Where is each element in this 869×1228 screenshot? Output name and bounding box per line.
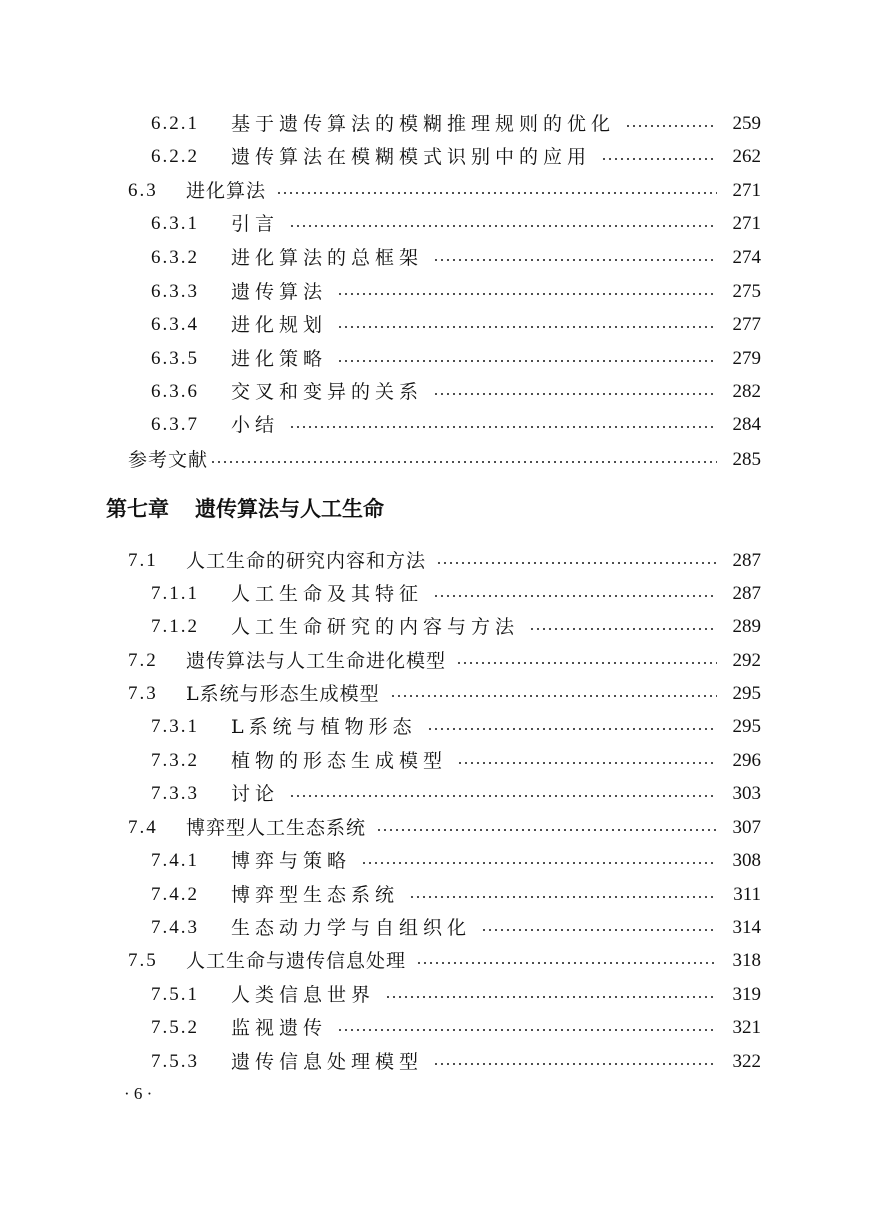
chapter-heading	[106, 493, 384, 523]
toc-entry-number: 7.5.1	[151, 984, 199, 1005]
toc-entry	[151, 310, 761, 340]
toc-entry	[128, 646, 761, 676]
toc-entry-number: 7.5.3	[151, 1051, 199, 1072]
toc-entry-title: 遗传算法与人工生命进化模型	[186, 650, 447, 672]
toc-leader-dots	[625, 125, 717, 127]
page-number: · 6 ·	[124, 1084, 153, 1103]
toc-leader-dots	[385, 996, 717, 998]
toc-entry-page: 285	[732, 449, 761, 470]
toc-entry	[151, 344, 761, 374]
toc-entry	[151, 209, 761, 239]
toc-entry-number: 7.1	[128, 550, 158, 571]
toc-entry-page: 282	[732, 381, 761, 402]
toc-entry-number: 6.3.1	[151, 213, 199, 234]
toc-entry-page: 271	[732, 180, 761, 201]
toc-entry-title: 遗传算法在模糊模式识别中的应用	[231, 146, 592, 168]
toc-entry-page: 303	[732, 783, 761, 804]
toc-entry-page: 284	[732, 414, 761, 435]
toc-entry-page: 287	[732, 550, 761, 571]
toc-entry-number: 7.3.1	[151, 716, 199, 737]
toc-leader-dots	[390, 695, 717, 697]
toc-entry-page: 279	[732, 348, 761, 369]
toc-entry-number: 7.4.3	[151, 917, 199, 938]
toc-entry	[151, 377, 761, 407]
toc-entry-page: 319	[732, 984, 761, 1005]
toc-leader-dots	[481, 929, 717, 931]
toc-entry	[151, 846, 761, 876]
toc-leader-dots	[337, 360, 717, 362]
toc-entry	[151, 612, 761, 642]
toc-entry-page: 295	[732, 683, 761, 704]
toc-entry	[128, 546, 761, 576]
toc-entry-page: 274	[732, 247, 761, 268]
toc-entry	[128, 946, 761, 976]
toc-entry-title: 遗传算法	[231, 281, 328, 303]
toc-entry-page: 292	[732, 650, 761, 671]
toc-entry-number: 7.3	[128, 683, 158, 704]
toc-leader-dots	[289, 795, 717, 797]
toc-entry-title: 交叉和变异的关系	[231, 381, 424, 403]
toc-entry-number: 7.2	[128, 650, 158, 671]
toc-entry-title: 人工生命与遗传信息处理	[186, 950, 407, 972]
toc-entry-page: 307	[732, 817, 761, 838]
toc-entry-title: 人工生命研究的内容与方法	[231, 616, 520, 638]
toc-entry-page: 271	[732, 213, 761, 234]
toc-entry-page: 308	[732, 850, 761, 871]
toc-entry-title: L系统与植物形态	[231, 716, 417, 738]
toc-entry-number: 7.5	[128, 950, 158, 971]
toc-leader-dots	[289, 225, 717, 227]
toc-entry	[151, 142, 761, 172]
toc-entry-title: 遗传信息处理模型	[231, 1051, 424, 1073]
toc-leader-dots	[433, 393, 717, 395]
toc-leader-dots	[337, 293, 717, 295]
toc-entry	[128, 176, 761, 206]
toc-entry	[151, 880, 761, 910]
toc-entry-title: 进化策略	[231, 348, 328, 370]
toc-entry-title: 博弈型生态系统	[231, 884, 400, 906]
toc-entry-page: 277	[732, 314, 761, 335]
chapter-title: 遗传算法与人工生命	[195, 497, 384, 521]
toc-entry	[151, 746, 761, 776]
toc-entry-number: 6.3	[128, 180, 158, 201]
toc-leader-dots	[337, 1029, 717, 1031]
toc-entry-number: 7.4.1	[151, 850, 199, 871]
toc-entry-title: 博弈型人工生态系统	[186, 817, 367, 839]
toc-entry-number: 7.3.2	[151, 750, 199, 771]
toc-entry	[151, 243, 761, 273]
toc-entry-title: 进化算法的总框架	[231, 247, 424, 269]
toc-entry-title: 监视遗传	[231, 1017, 328, 1039]
toc-entry-title: 生态动力学与自组织化	[231, 917, 472, 939]
toc-entry	[151, 109, 761, 139]
toc-entry-page: 259	[732, 113, 761, 134]
toc-entry-number: 7.5.2	[151, 1017, 199, 1038]
toc-entry	[151, 712, 761, 742]
toc-entry	[151, 913, 761, 943]
toc-entry	[151, 779, 761, 809]
toc-entry-number: 7.3.3	[151, 783, 199, 804]
toc-leader-dots	[289, 426, 717, 428]
toc-leader-dots	[457, 762, 717, 764]
toc-entry	[128, 679, 761, 709]
toc-leader-dots	[433, 595, 717, 597]
toc-entry-title: 讨论	[231, 783, 280, 805]
toc-leader-dots	[409, 896, 717, 898]
toc-leader-dots	[529, 628, 717, 630]
toc-entry-page: 322	[732, 1051, 761, 1072]
toc-entry	[128, 813, 761, 843]
toc-leader-dots	[210, 461, 717, 463]
toc-entry-title: 进化算法	[186, 180, 267, 202]
toc-leader-dots	[433, 259, 717, 261]
chapter-label: 第七章	[106, 497, 169, 521]
toc-entry-references	[128, 445, 761, 475]
toc-entry-number: 6.3.6	[151, 381, 199, 402]
toc-entry-number: 7.4.2	[151, 884, 199, 905]
toc-entry-title: 人工生命及其特征	[231, 583, 424, 605]
toc-leader-dots	[276, 192, 717, 194]
toc-entry-number: 6.3.3	[151, 281, 199, 302]
toc-leader-dots	[456, 662, 717, 664]
toc-entry-number: 7.4	[128, 817, 158, 838]
toc-entry-page: 321	[732, 1017, 761, 1038]
toc-entry-title: 进化规划	[231, 314, 328, 336]
toc-entry-page: 289	[732, 616, 761, 637]
toc-entry-number: 6.2.2	[151, 146, 199, 167]
toc-entry-page: 311	[733, 884, 761, 905]
toc-leader-dots	[361, 862, 717, 864]
toc-entry-title: 参考文献	[128, 449, 209, 471]
toc-entry-number: 6.3.2	[151, 247, 199, 268]
toc-entry-page: 295	[732, 716, 761, 737]
toc-entry-page: 262	[732, 146, 761, 167]
toc-entry	[151, 410, 761, 440]
toc-entry-title: 基于遗传算法的模糊推理规则的优化	[231, 113, 616, 135]
toc-leader-dots	[601, 158, 717, 160]
toc-entry-title: 引言	[231, 213, 280, 235]
toc-entry-number: 7.1.2	[151, 616, 199, 637]
toc-leader-dots	[416, 962, 717, 964]
toc-entry-title: 植物的形态生成模型	[231, 750, 448, 772]
toc-entry-title: 人类信息世界	[231, 984, 376, 1006]
toc-entry-title: 小结	[231, 414, 280, 436]
toc-entry-title: L系统与形态生成模型	[186, 683, 380, 705]
toc-entry-page: 287	[732, 583, 761, 604]
toc-entry	[151, 980, 761, 1010]
toc-entry-number: 6.3.5	[151, 348, 199, 369]
toc-entry-number: 6.3.7	[151, 414, 199, 435]
toc-entry-page: 314	[732, 917, 761, 938]
toc-entry-page: 275	[732, 281, 761, 302]
toc-entry	[151, 1013, 761, 1043]
toc-entry-number: 6.3.4	[151, 314, 199, 335]
toc-leader-dots	[376, 829, 717, 831]
toc-entry-title: 人工生命的研究内容和方法	[186, 550, 427, 572]
toc-entry-number: 7.1.1	[151, 583, 199, 604]
toc-leader-dots	[436, 562, 717, 564]
toc-entry	[151, 579, 761, 609]
toc-entry-title: 博弈与策略	[231, 850, 352, 872]
toc-entry-page: 296	[732, 750, 761, 771]
toc-entry-number: 6.2.1	[151, 113, 199, 134]
toc-leader-dots	[433, 1063, 717, 1065]
toc-entry-page: 318	[732, 950, 761, 971]
toc-leader-dots	[427, 728, 717, 730]
toc-leader-dots	[337, 326, 717, 328]
toc-entry	[151, 277, 761, 307]
toc-entry	[151, 1047, 761, 1077]
